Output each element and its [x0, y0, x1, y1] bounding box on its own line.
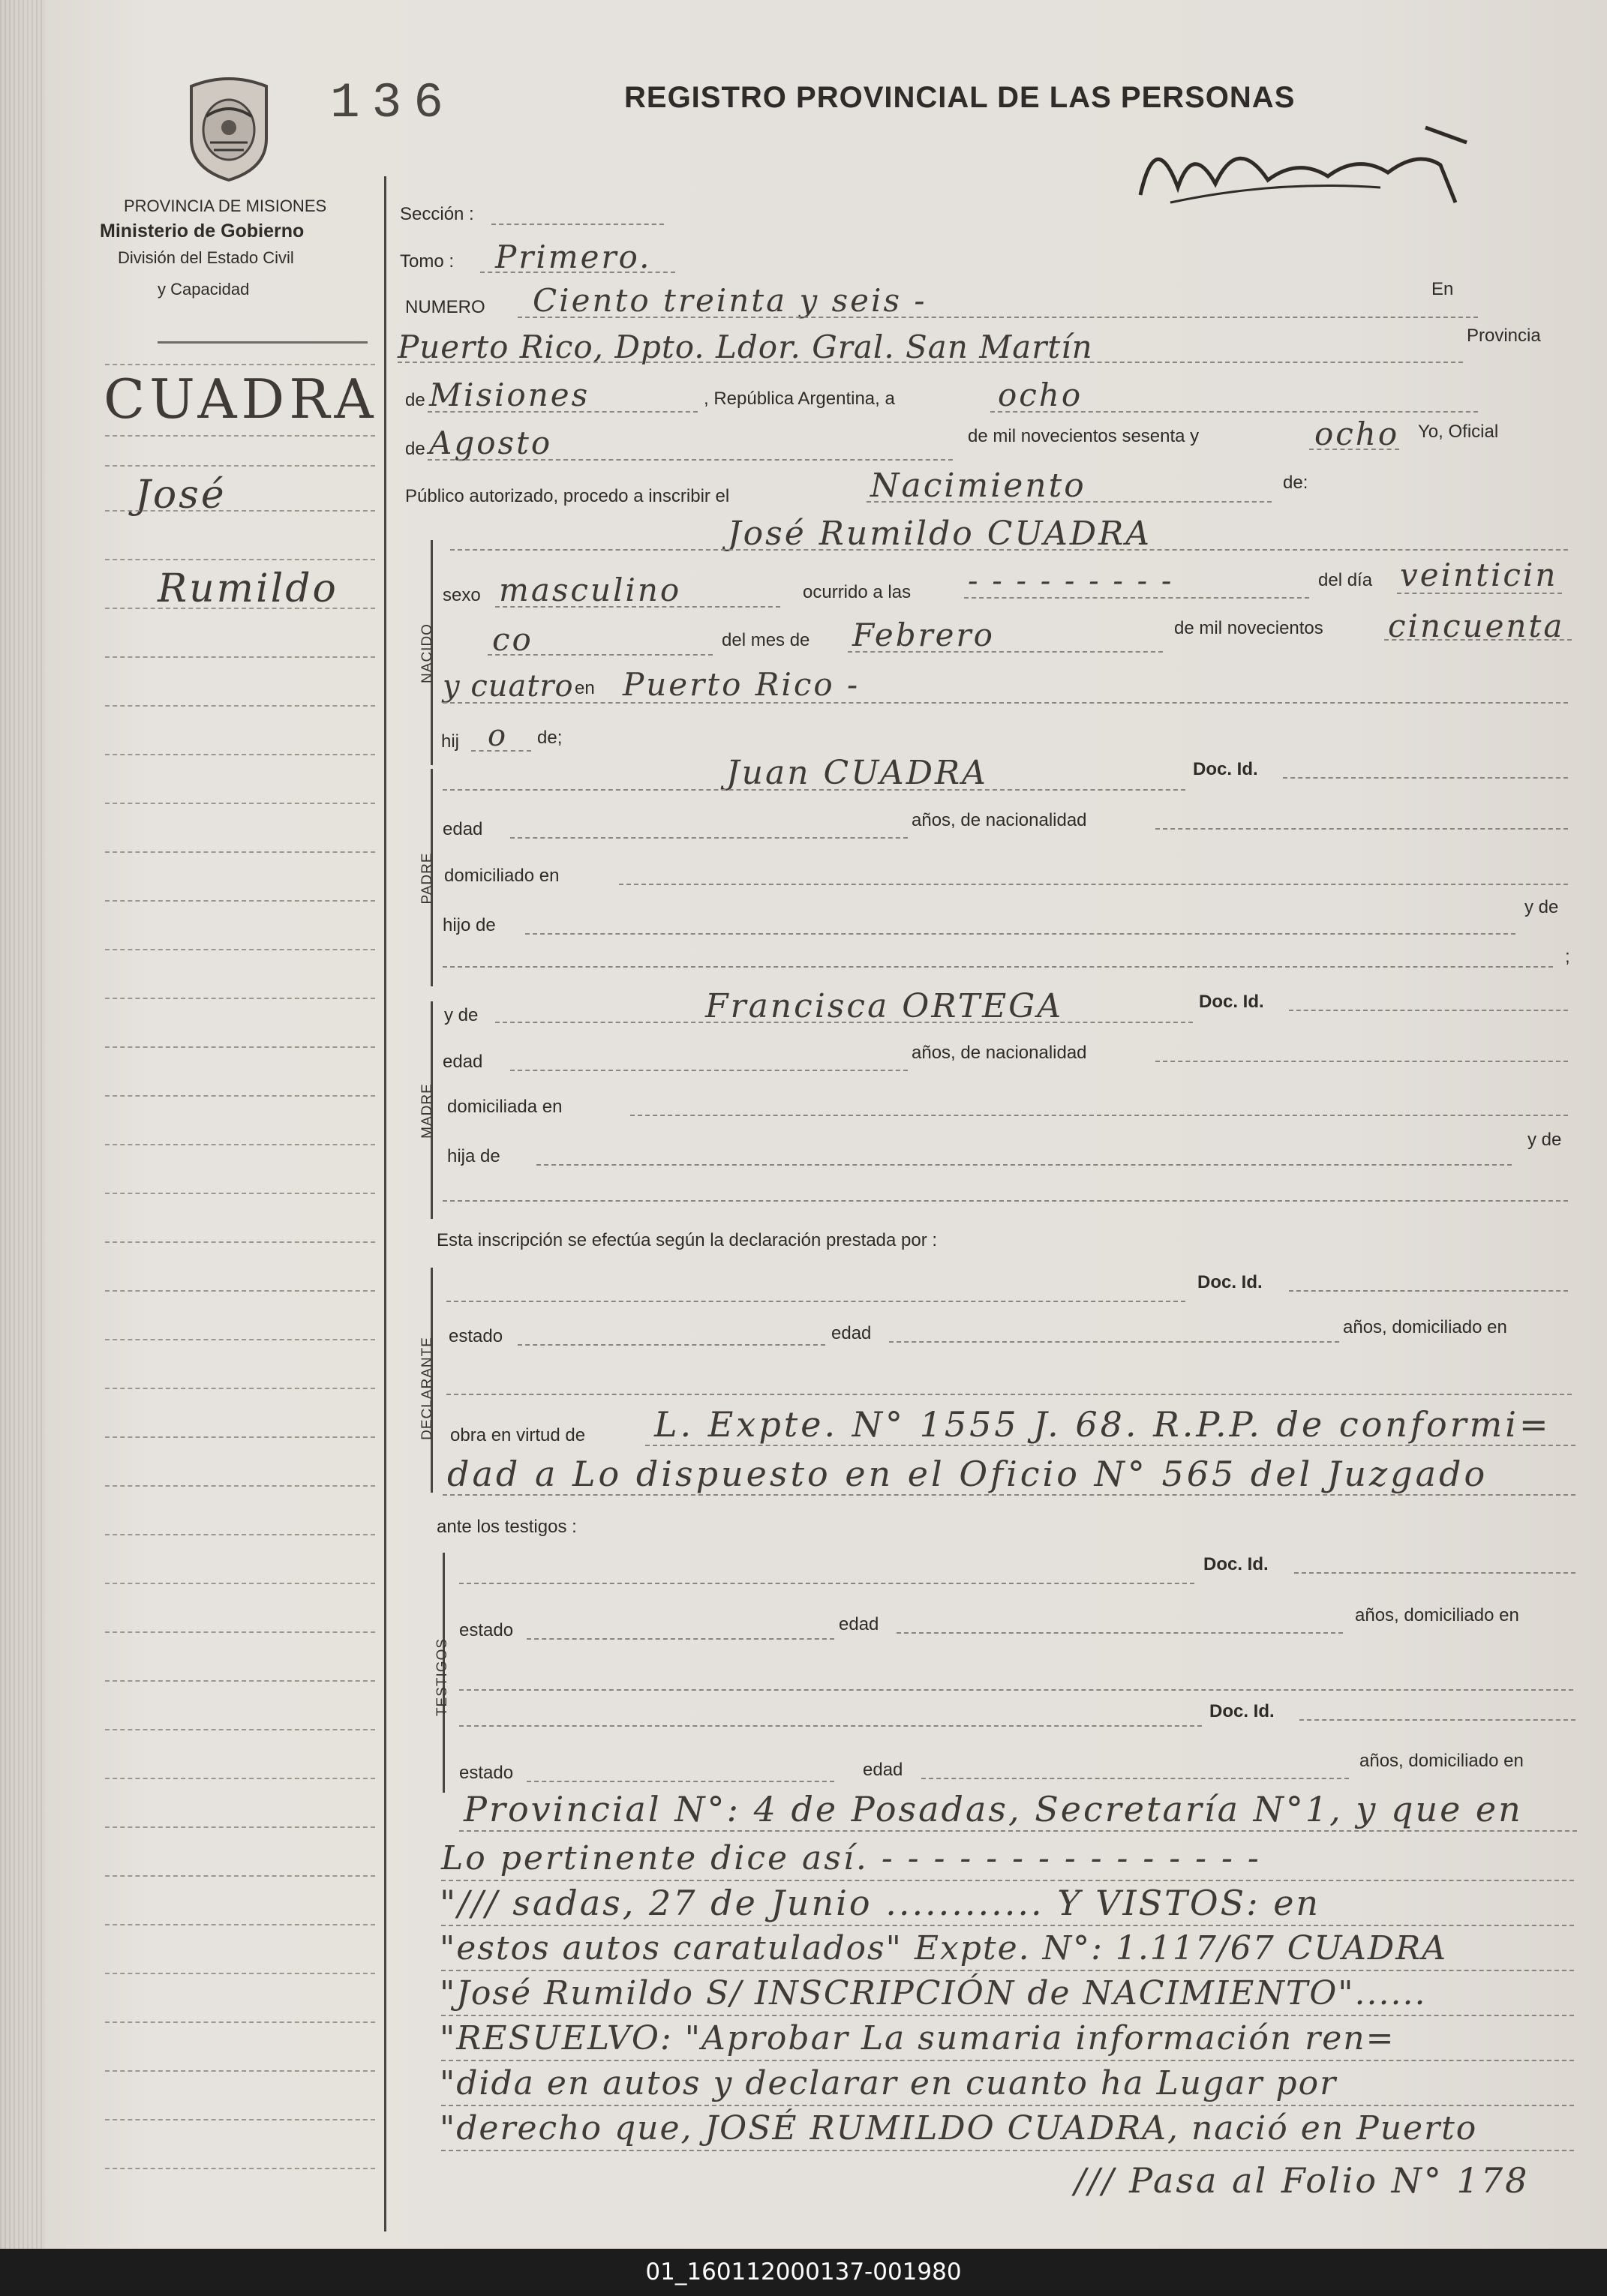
provincia-value: Misiones	[429, 377, 590, 413]
margin-line	[105, 1778, 375, 1779]
margin-line	[105, 803, 375, 804]
dia-nac-value: veinticin	[1400, 557, 1558, 593]
hora-line	[964, 597, 1309, 599]
hijo-de-label: hijo de	[443, 915, 496, 935]
padre-edad-label: edad	[443, 819, 483, 839]
margin-line	[105, 1680, 375, 1682]
margin-line	[105, 1826, 375, 1828]
margin-line	[105, 1729, 375, 1730]
continuation-line-7: "dida en autos y declarar en cuanto ha Lugar por	[440, 2064, 1338, 2102]
provincia-line	[428, 411, 698, 413]
main-border	[384, 176, 386, 2231]
madre-side-label: MADRE	[419, 1083, 435, 1139]
margin-line	[105, 2070, 375, 2072]
dia-value: ocho	[998, 377, 1083, 413]
continuation-line-5: "José Rumildo S/ INSCRIPCIÓN de NACIMIENTO"......	[440, 1974, 1427, 2012]
pasa-folio-note: /// Pasa al Folio N° 178	[1074, 2160, 1530, 2201]
testigos-side-label: TESTIGOS	[434, 1637, 450, 1717]
page-edge	[0, 0, 45, 2249]
continuation-rule	[441, 2060, 1574, 2061]
mes-line	[428, 459, 953, 461]
numero-value: Ciento treinta y seis -	[533, 282, 927, 319]
madre-edad-label: edad	[443, 1052, 483, 1072]
margin-line	[105, 949, 375, 950]
continuation-line-8: "derecho que, JOSÉ RUMILDO CUADRA, nació en Puerto	[440, 2109, 1478, 2147]
margin-line	[105, 1241, 375, 1243]
testigo1-line	[459, 1583, 1194, 1584]
declarante-edad-line	[889, 1341, 1339, 1343]
testigo-separator	[459, 1689, 1573, 1691]
testigo1-estado-label: estado	[459, 1620, 514, 1640]
margin-line	[105, 1046, 375, 1048]
madre-domicilio-line	[630, 1115, 1568, 1116]
hij-suffix-value: o	[488, 719, 509, 753]
continuation-rule	[441, 1925, 1574, 1926]
anio-nac-value: cincuenta	[1388, 608, 1565, 644]
margin-line	[105, 900, 375, 902]
testigo1-edad-label: edad	[839, 1614, 879, 1634]
declarante-edad-label: edad	[831, 1323, 872, 1343]
nombre-line	[450, 549, 1568, 551]
de-label-2: de	[405, 439, 425, 459]
margin-line	[105, 2119, 375, 2120]
padre-doc-line	[1283, 777, 1568, 779]
continuation-rule	[441, 2105, 1574, 2106]
obra-label: obra en virtud de	[450, 1425, 586, 1445]
seccion-label: Sección :	[400, 204, 474, 224]
dia-line	[990, 411, 1478, 413]
testigo2-dom-label: años, domiciliado en	[1359, 1751, 1524, 1771]
padre-semicolon-label: ;	[1565, 947, 1570, 967]
province-label: PROVINCIA DE MISIONES	[124, 197, 327, 215]
margin-line	[105, 1144, 375, 1145]
acto-value: Nacimiento	[870, 467, 1086, 505]
padre-doc-id-label: Doc. Id.	[1193, 759, 1258, 779]
continuation-rule	[459, 1830, 1577, 1832]
margin-line	[105, 559, 375, 560]
padre-value: Juan CUADRA	[726, 754, 988, 792]
obra-line-2	[443, 1494, 1575, 1496]
margin-line	[105, 1631, 375, 1633]
anio-nac-line	[1384, 639, 1572, 641]
testigo2-estado-line	[527, 1781, 834, 1782]
tomo-value: Primero.	[495, 239, 652, 275]
testigo2-line	[459, 1725, 1202, 1727]
sexo-value: masculino	[499, 572, 682, 608]
folio-number: 136	[330, 75, 455, 131]
dia-nac-line	[1397, 593, 1562, 594]
testigo1-estado-line	[527, 1638, 834, 1640]
del-mes-label: del mes de	[722, 630, 810, 650]
madre-domicilio-label: domiciliada en	[447, 1097, 563, 1117]
de-mil-nov-label: de mil novecientos	[1174, 618, 1323, 638]
padre-domicilio-line	[619, 884, 1568, 885]
del-dia-label: del día	[1318, 570, 1373, 590]
testigo2-edad-label: edad	[863, 1760, 903, 1780]
continuation-line-3: "/// sadas, 27 de Junio ............ Y VISTOS: en	[440, 1883, 1321, 1923]
padre-line-2	[443, 966, 1553, 968]
padre-line	[443, 789, 1185, 791]
mes-nac-line	[848, 651, 1163, 653]
testigo2-edad-line	[921, 1778, 1349, 1779]
madre-line-2	[443, 1200, 1568, 1202]
de-semicolon-label: de;	[537, 728, 563, 748]
margin-line	[105, 1485, 375, 1487]
madre-doc-id-label: Doc. Id.	[1199, 992, 1264, 1012]
registry-title: REGISTRO PROVINCIAL DE LAS PERSONAS	[624, 81, 1296, 114]
tomo-label: Tomo :	[400, 251, 455, 272]
testigo2-doc-line	[1299, 1719, 1575, 1721]
continuation-rule	[441, 1970, 1574, 1971]
image-id-footer: 01_160112000137-001980	[0, 2249, 1607, 2296]
seal-icon	[184, 71, 274, 184]
hij-label: hij	[441, 731, 460, 752]
testigo1-doc-line	[1294, 1572, 1575, 1574]
margin-line	[105, 656, 375, 658]
anio-nac-value-2: y cuatro	[443, 669, 574, 704]
margin-first-name: José	[135, 473, 227, 518]
madre-value: Francisca ORTEGA	[705, 987, 1064, 1025]
esta-inscripcion-label: Esta inscripción se efectúa según la declaración prestada por :	[437, 1230, 938, 1250]
hija-de-label: hija de	[447, 1146, 500, 1166]
margin-line	[105, 2021, 375, 2023]
ocurrido-label: ocurrido a las	[803, 582, 912, 602]
hijo-de-line	[525, 933, 1515, 935]
margin-line	[105, 754, 375, 755]
en-label: En	[1431, 279, 1454, 299]
testigo1-dom-label: años, domiciliado en	[1355, 1605, 1519, 1625]
acto-line	[867, 501, 1272, 503]
margin-line	[105, 1095, 375, 1097]
madre-y-de-label-2: y de	[1527, 1130, 1562, 1150]
declarante-line	[446, 1301, 1185, 1302]
continuation-line-4: "estos autos caratulados" Expte. N°: 1.117/67 CUADRA	[440, 1929, 1448, 1967]
padre-nac-label: años, de nacionalidad	[912, 810, 1087, 830]
obra-value-2: dad a Lo dispuesto en el Oficio N° 565 del Juzgado	[447, 1454, 1488, 1494]
margin-rule	[158, 341, 368, 344]
madre-edad-line	[510, 1070, 908, 1071]
declarante-doc-line	[1289, 1290, 1568, 1292]
lugar-value: Puerto Rico, Dpto. Ldor. Gral. San Martín	[398, 329, 1093, 365]
obra-value-1: L. Expte. N° 1555 J. 68. R.P.P. de conformi=	[654, 1404, 1551, 1445]
margin-line	[105, 435, 375, 437]
margin-line	[105, 1388, 375, 1389]
madre-line	[495, 1022, 1193, 1023]
sexo-line	[495, 606, 780, 608]
hij-line	[471, 750, 531, 752]
continuation-line-2: Lo pertinente dice así. - - - - - - - - - - - - - - -	[441, 1839, 1261, 1877]
sexo-label: sexo	[443, 585, 481, 605]
obra-line	[645, 1445, 1575, 1446]
padre-side-label: PADRE	[419, 852, 435, 905]
margin-surname: CUADRA	[104, 368, 378, 431]
declarante-doc-id-label: Doc. Id.	[1197, 1272, 1263, 1292]
madre-doc-line	[1289, 1010, 1568, 1011]
lugar-line	[398, 362, 1463, 363]
continuation-rule	[441, 1880, 1574, 1881]
margin-line	[105, 1436, 375, 1438]
madre-nac-label: años, de nacionalidad	[912, 1043, 1087, 1063]
testigo1-doc-id-label: Doc. Id.	[1203, 1554, 1269, 1574]
declarante-line-2	[446, 1394, 1572, 1395]
padre-domicilio-label: domiciliado en	[444, 866, 560, 886]
margin-line	[105, 1193, 375, 1194]
de-mil-label: de mil novecientos sesenta y	[968, 426, 1200, 446]
en-label-2: en	[575, 678, 595, 698]
margin-line	[105, 1290, 375, 1292]
hija-de-line	[536, 1164, 1512, 1166]
dia-nac-value-2: co	[492, 621, 533, 658]
nombre-value: José Rumildo CUADRA	[728, 515, 1152, 553]
tomo-line	[480, 272, 675, 273]
testigo2-estado-label: estado	[459, 1763, 514, 1783]
madre-y-de-label: y de	[444, 1005, 479, 1025]
mes-nac-value: Febrero	[852, 617, 995, 653]
margin-line	[105, 2168, 375, 2169]
provincia-label: Provincia	[1467, 326, 1541, 346]
continuation-rule	[441, 2150, 1574, 2151]
margin-line	[105, 1973, 375, 1974]
publico-label: Público autorizado, procedo a inscribir el	[405, 486, 730, 506]
signature-icon	[1125, 113, 1485, 218]
yo-oficial-label: Yo, Oficial	[1418, 422, 1499, 442]
division-label: División del Estado Civil	[118, 248, 294, 267]
declarante-side-label: DECLARANTE	[419, 1337, 435, 1440]
testigo2-doc-id-label: Doc. Id.	[1209, 1701, 1275, 1721]
declarante-dom-label: años, domiciliado en	[1343, 1317, 1507, 1337]
margin-line	[105, 1924, 375, 1925]
de-colon-label: de:	[1283, 473, 1308, 493]
margin-line	[105, 510, 375, 512]
hora-value: - - - - - - - - -	[968, 564, 1174, 599]
numero-label: NUMERO	[405, 297, 485, 317]
de-label: de	[405, 390, 425, 410]
continuation-line-1: Provincial N°: 4 de Posadas, Secretaría N°1, y que en	[464, 1789, 1523, 1829]
padre-y-de-label: y de	[1524, 897, 1559, 917]
numero-line	[518, 317, 1478, 318]
margin-line	[105, 1875, 375, 1877]
declarante-estado-line	[518, 1344, 825, 1346]
margin-line	[105, 851, 375, 853]
madre-nac-line	[1155, 1061, 1568, 1062]
margin-line	[105, 364, 375, 365]
margin-line	[105, 465, 375, 467]
margin-line	[105, 608, 375, 609]
margin-line	[105, 1534, 375, 1535]
anio-line	[1309, 449, 1399, 450]
margin-middle-name: Rumildo	[158, 566, 338, 611]
lugar-nac-value: Puerto Rico -	[623, 666, 861, 703]
mes-value: Agosto	[429, 425, 553, 461]
margin-line	[105, 1339, 375, 1340]
continuation-line-6: "RESUELVO: "Aprobar La sumaria información ren=	[440, 2019, 1395, 2057]
republica-label: , República Argentina, a	[704, 389, 895, 409]
dia-nac-line-2	[488, 654, 713, 656]
lugar-nac-line	[443, 702, 1568, 704]
margin-line	[105, 998, 375, 999]
ministry-label: Ministerio de Gobierno	[100, 221, 305, 242]
padre-nac-line	[1155, 828, 1568, 830]
margin-line	[105, 705, 375, 707]
padre-edad-line	[510, 837, 908, 839]
seccion-line	[491, 224, 664, 225]
declarante-estado-label: estado	[449, 1326, 503, 1346]
testigo1-edad-line	[897, 1632, 1343, 1634]
continuation-rule	[441, 2015, 1574, 2016]
anio-value: ocho	[1314, 416, 1400, 452]
division-label-2: y Capacidad	[158, 280, 250, 299]
nacido-side-label: NACIDO	[419, 623, 435, 683]
margin-line	[105, 1583, 375, 1584]
ante-testigos-label: ante los testigos :	[437, 1517, 577, 1537]
